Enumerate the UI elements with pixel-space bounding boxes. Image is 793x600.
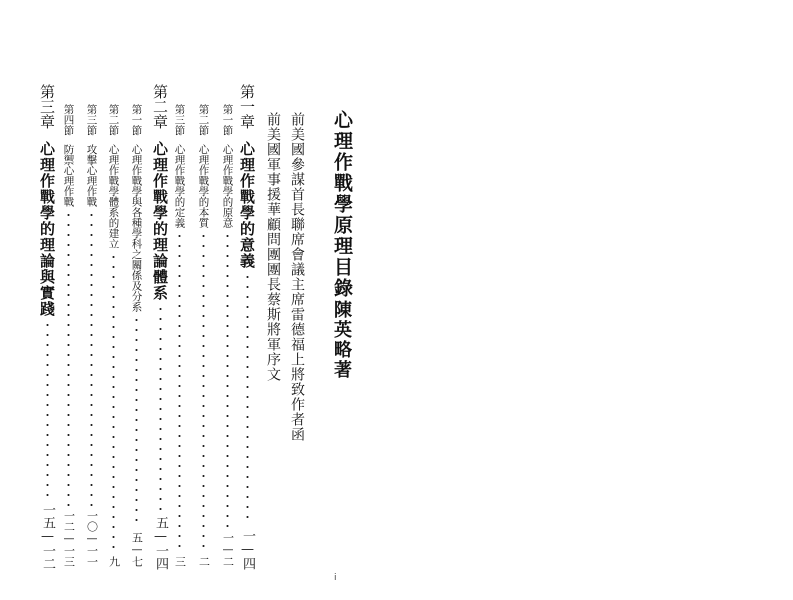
toc-entry-section [108, 104, 120, 567]
toc-entry-section [198, 104, 210, 567]
toc-entry-page: 一〇—一一 [85, 510, 99, 567]
toc-entry-heading: 心理作戰學與各種學科之關係及分系 [130, 143, 143, 312]
document-title: 心理作戰學原理目錄 [331, 110, 353, 299]
toc-entry-heading: 心理作戰學的理論與實踐 [38, 141, 56, 317]
toc-entry-page: 一—二 [221, 532, 235, 567]
toc-entry-label: 第三節 [173, 104, 186, 136]
toc-entry-heading: 攻擊心理作戰 [85, 143, 98, 207]
toc-entry-page: 一五—一二 [40, 503, 55, 570]
toc-entry-page: 五—七 [130, 532, 144, 567]
dot-leader [202, 231, 205, 554]
toc-entry-label: 第二節 [107, 104, 120, 136]
toc-entry-chapter-3 [39, 84, 54, 570]
dot-leader [159, 304, 162, 513]
toc-entry-label: 第一節 [130, 104, 143, 136]
toc-entry-heading: 心理作戰學體系的建立 [107, 143, 120, 249]
toc-entry-label: 第一章 [238, 84, 256, 129]
toc-entry-heading: 心理作戰學的定義 [173, 143, 186, 228]
toc-entry-section [174, 104, 186, 567]
toc-entry-label: 第二章 [151, 84, 169, 129]
toc-entry-chapter-2 [152, 84, 167, 570]
toc-entry-label: 第二節 [197, 104, 210, 136]
toc-entry-heading: 心理作戰學的本質 [197, 143, 210, 228]
toc-entry-chapter-1 [239, 84, 254, 570]
toc-entry-section [131, 104, 143, 567]
toc-entry-heading: 心理作戰學的理論體系 [151, 141, 169, 301]
preface-foreword-entry: 前美國軍事援華顧問團團長蔡斯將軍序文 [265, 112, 281, 382]
dot-leader [226, 231, 229, 530]
toc-entry-heading: 防禦心理作戰 [62, 143, 75, 207]
toc-entry-page: 一二—一三 [62, 510, 76, 567]
toc-entry-section [222, 104, 234, 567]
dot-leader [112, 252, 115, 554]
toc-entry-section [63, 104, 75, 567]
toc-entry-label: 第三節 [85, 104, 98, 136]
dot-leader [90, 210, 93, 508]
dot-leader [67, 210, 70, 508]
toc-entry-page: 九 [107, 556, 121, 567]
dot-leader [246, 272, 249, 526]
toc-entry-page: 一—四 [240, 529, 255, 570]
toc-entry-label: 第四節 [62, 104, 75, 136]
toc-entry-section [86, 104, 98, 567]
dot-leader [135, 315, 138, 530]
scan-mark: i [334, 573, 337, 583]
author-line: 陳英略著 [331, 300, 352, 380]
toc-entry-heading: 心理作戰學的原意 [221, 143, 234, 228]
toc-entry-page: 二 [197, 556, 211, 567]
toc-entry-label: 第一節 [221, 104, 234, 136]
toc-entry-page: 五—一四 [153, 516, 168, 570]
toc-entry-label: 第三章 [38, 84, 56, 129]
toc-entry-heading: 心理作戰學的意義 [238, 141, 256, 269]
dot-leader [46, 320, 49, 500]
toc-entry-page: 三 [173, 556, 187, 567]
preface-letter-entry: 前美國參謀首長聯席會議主席雷德福上將致作者函 [289, 112, 305, 442]
dot-leader [178, 231, 181, 554]
